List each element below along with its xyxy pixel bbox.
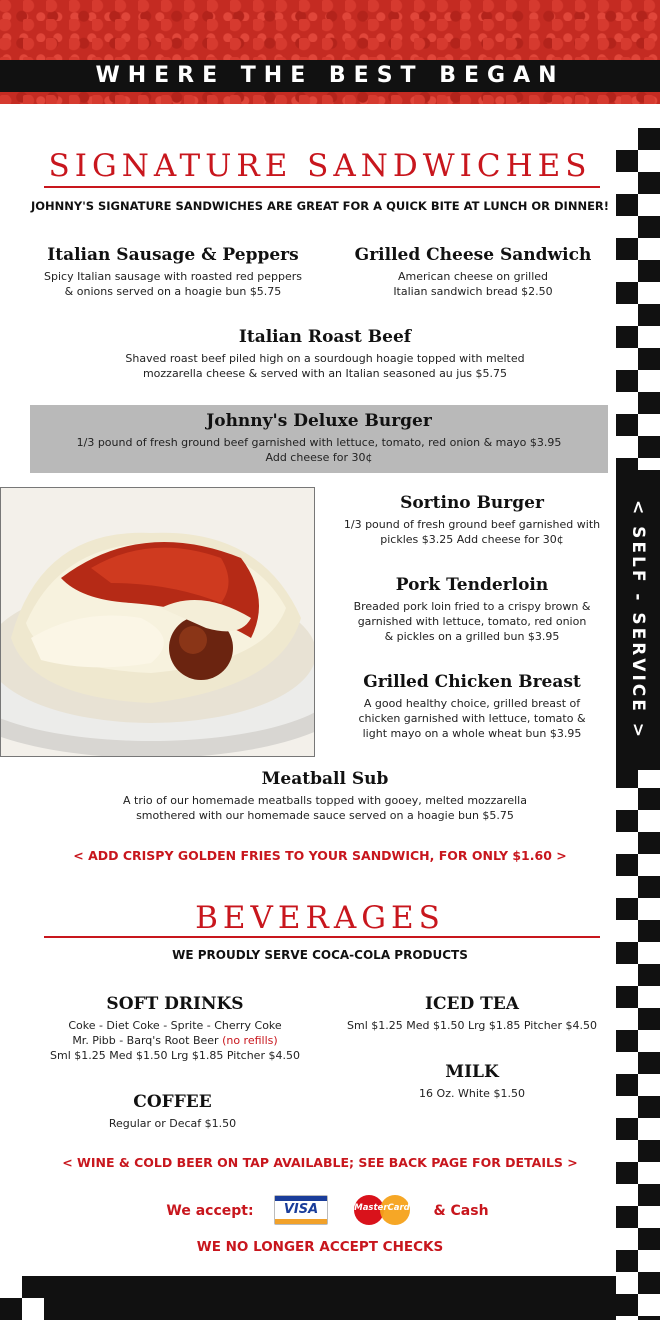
item-name: MILK <box>445 1062 499 1082</box>
menu-item-deluxe-burger <box>30 411 608 465</box>
item-description: Coke - Diet Coke - Sprite - Cherry Coke Mr. Pibb - Barq's Root Beer (no refills) Sml $1.25 Med $1.50 Lrg $1.85 Pitcher $4.50 <box>50 1019 300 1062</box>
menu-item-sortino-burger <box>330 493 614 547</box>
beverages-subtitle: WE PROUDLY SERVE COCA-COLA PRODUCTS <box>172 948 468 962</box>
menu-item-pork-tenderloin <box>330 575 614 644</box>
item-description: Breaded pork loin fried to a crispy brown & garnished with lettuce, tomato, red onion & pickles on a grilled bun $3.95 <box>353 600 591 643</box>
food-photo <box>0 487 315 757</box>
item-name: Italian Roast Beef <box>238 327 412 347</box>
item-name: Sortino Burger <box>400 493 544 513</box>
item-description: Shaved roast beef piled high on a sourdough hoagie topped with melted mozzarella cheese & served with an Italian seasoned au jus $5.75 <box>125 352 525 380</box>
beverage-milk <box>330 1062 614 1101</box>
item-description: Regular or Decaf $1.50 <box>108 1117 237 1130</box>
menu-item-meatball-sub <box>40 769 610 823</box>
beverage-iced-tea <box>330 994 614 1033</box>
item-name: Grilled Cheese Sandwich <box>354 245 592 265</box>
sandwiches-rule <box>44 186 600 188</box>
no-refills-note: (no refills) <box>222 1034 278 1047</box>
food-photo-illustration <box>1 488 315 757</box>
fries-promo: < ADD CRISPY GOLDEN FRIES TO YOUR SANDWICH, FOR ONLY $1.60 > <box>73 848 567 863</box>
item-description: 16 Oz. White $1.50 <box>419 1087 525 1100</box>
item-description: 1/3 pound of fresh ground beef garnished with lettuce, tomato, red onion & mayo $3.95 Add cheese for 30¢ <box>76 436 562 464</box>
cash-label: & Cash <box>433 1203 489 1219</box>
visa-logo-icon: VISA <box>274 1195 328 1225</box>
beverage-soft-drinks <box>30 994 320 1063</box>
item-name: ICED TEA <box>425 994 519 1014</box>
item-name: Pork Tenderloin <box>395 575 549 595</box>
item-name: COFFEE <box>133 1092 212 1112</box>
menu-item-italian-sausage <box>18 245 328 299</box>
item-description: Sml $1.25 Med $1.50 Lrg $1.85 Pitcher $4.50 <box>347 1019 597 1032</box>
item-name: Johnny's Deluxe Burger <box>206 411 432 431</box>
item-description: 1/3 pound of fresh ground beef garnished with pickles $3.25 Add cheese for 30¢ <box>343 518 601 546</box>
checks-notice: WE NO LONGER ACCEPT CHECKS <box>196 1239 444 1255</box>
bottom-bar <box>44 1276 616 1320</box>
self-service-label: < SELF - SERVICE > <box>628 499 648 741</box>
item-description: American cheese on grilled Italian sandwich bread $2.50 <box>393 270 553 298</box>
menu-item-grilled-cheese <box>338 245 608 299</box>
sandwiches-title: SIGNATURE SANDWICHES <box>48 148 592 184</box>
item-name: Italian Sausage & Peppers <box>47 245 299 265</box>
item-name: Meatball Sub <box>261 769 389 789</box>
mastercard-logo-icon: MasterCard <box>352 1194 412 1226</box>
sandwiches-subtitle: JOHNNY'S SIGNATURE SANDWICHES ARE GREAT FOR A QUICK BITE AT LUNCH OR DINNER! <box>30 199 610 213</box>
item-description: A good healthy choice, grilled breast of chicken garnished with lettuce, tomato & light mayo on a whole wheat bun $3.95 <box>358 697 586 740</box>
item-name: SOFT DRINKS <box>106 994 244 1014</box>
item-name: Grilled Chicken Breast <box>363 672 581 692</box>
accept-label: We accept: <box>166 1203 254 1219</box>
menu-item-italian-roast-beef <box>40 327 610 381</box>
tagline: WHERE THE BEST BEGAN <box>95 63 565 88</box>
menu-item-grilled-chicken <box>330 672 614 741</box>
beverages-title: BEVERAGES <box>195 900 445 936</box>
beverages-rule <box>44 936 600 938</box>
beer-promo: < WINE & COLD BEER ON TAP AVAILABLE; SEE BACK PAGE FOR DETAILS > <box>62 1155 578 1170</box>
item-description: A trio of our homemade meatballs topped with gooey, melted mozzarella smothered with our homemade sauce served on a hoagie bun $5.75 <box>123 794 527 822</box>
item-description: Spicy Italian sausage with roasted red peppers & onions served on a hoagie bun $5.75 <box>44 270 302 298</box>
beverage-coffee <box>30 1092 315 1131</box>
